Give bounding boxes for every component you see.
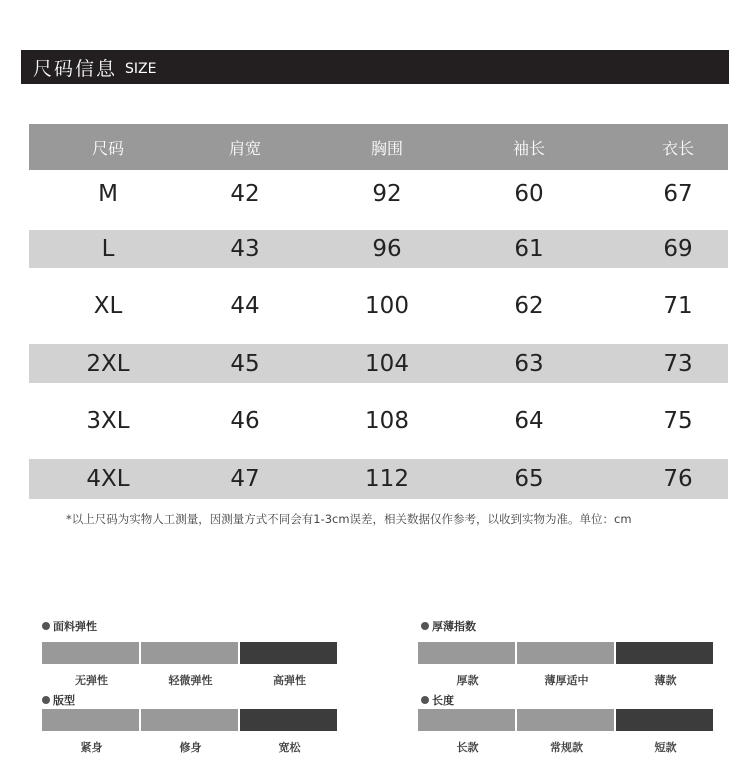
elasticity-attribute [42, 619, 97, 633]
table-cell: 104 [365, 350, 409, 377]
fit-options [42, 739, 339, 755]
option-label: 厚款 [456, 674, 479, 687]
length-segment [517, 709, 614, 731]
fit-segment [141, 709, 238, 731]
length-segment [418, 709, 515, 731]
length-scale [418, 709, 715, 731]
fit-segment [42, 709, 139, 731]
table-cell: 112 [365, 466, 409, 492]
elasticity-segment-selected [240, 642, 337, 664]
table-row [29, 268, 728, 344]
table-row [29, 344, 728, 383]
option-label: 紧身 [80, 741, 103, 754]
table-cell: M [98, 181, 118, 207]
table-cell: 71 [663, 293, 693, 319]
section-title-en: SIZE [125, 60, 157, 77]
table-cell: 92 [372, 181, 402, 207]
fit-label: 版型 [53, 694, 75, 707]
table-cell: 64 [514, 408, 544, 434]
bullet-icon [421, 696, 429, 704]
table-cell: 62 [514, 293, 544, 319]
table-row [29, 459, 728, 499]
column-header-sleeve: 袖长 [512, 138, 546, 158]
thickness-segment [418, 642, 515, 664]
fit-attribute [42, 693, 75, 707]
table-cell: 65 [514, 466, 544, 492]
option-label: 修身 [179, 741, 202, 754]
column-header-length: 衣长 [661, 138, 695, 158]
thickness-segment-selected [616, 642, 713, 664]
table-cell: L [101, 236, 115, 262]
table-cell: XL [93, 293, 123, 319]
elasticity-scale [42, 642, 339, 664]
table-cell: 47 [230, 466, 260, 492]
table-cell: 3XL [86, 408, 130, 434]
option-label: 长款 [456, 741, 479, 754]
option-label: 薄款 [654, 674, 677, 687]
table-cell: 108 [365, 408, 409, 434]
option-label: 高弹性 [273, 674, 306, 687]
length-options [418, 739, 715, 755]
bullet-icon [42, 696, 50, 704]
table-row [29, 230, 728, 268]
bullet-icon [42, 622, 50, 630]
table-cell: 46 [230, 408, 260, 434]
option-label: 薄厚适中 [544, 674, 589, 687]
table-cell: 61 [514, 236, 544, 262]
length-segment-selected [616, 709, 713, 731]
elasticity-options [42, 672, 339, 688]
table-spacer [29, 218, 728, 230]
bullet-icon [421, 622, 429, 630]
table-cell: 96 [372, 236, 402, 262]
column-header-size: 尺码 [91, 138, 125, 158]
table-cell: 100 [365, 293, 409, 319]
table-cell: 4XL [86, 466, 130, 492]
fit-scale [42, 709, 339, 731]
size-table [29, 124, 728, 499]
length-label: 长度 [432, 694, 454, 707]
table-cell: 67 [663, 181, 693, 207]
thickness-scale [418, 642, 715, 664]
column-header-shoulder: 肩宽 [228, 138, 262, 158]
table-cell: 44 [230, 293, 260, 319]
table-cell: 43 [230, 236, 260, 262]
table-cell: 76 [663, 466, 693, 492]
measurement-note: *以上尺码为实物人工测量，因测量方式不同会有1-3cm误差，相关数据仅作参考，以收到实物为准。单位：cm [66, 512, 632, 526]
table-cell: 75 [663, 408, 693, 434]
table-row [29, 383, 728, 459]
table-cell: 60 [514, 181, 544, 207]
length-attribute [421, 693, 454, 707]
thickness-segment [517, 642, 614, 664]
table-cell: 63 [514, 350, 544, 377]
table-cell: 73 [663, 350, 693, 377]
thickness-attribute [421, 619, 476, 633]
thickness-label: 厚薄指数 [432, 620, 476, 633]
option-label: 无弹性 [75, 674, 108, 687]
table-header-row [29, 124, 728, 170]
table-cell: 2XL [86, 350, 130, 377]
table-cell: 42 [230, 181, 260, 207]
table-cell: 45 [230, 350, 260, 377]
column-header-chest: 胸围 [370, 138, 404, 158]
elasticity-segment [141, 642, 238, 664]
fit-segment-selected [240, 709, 337, 731]
option-label: 轻微弹性 [168, 674, 213, 687]
table-cell: 69 [663, 236, 693, 262]
option-label: 常规款 [550, 741, 583, 754]
option-label: 短款 [654, 741, 677, 754]
thickness-options [418, 672, 715, 688]
section-header [21, 50, 729, 84]
elasticity-label: 面料弹性 [53, 620, 97, 633]
option-label: 宽松 [278, 741, 301, 754]
elasticity-segment [42, 642, 139, 664]
section-title: 尺码信息 [33, 57, 118, 80]
table-row [29, 170, 728, 218]
